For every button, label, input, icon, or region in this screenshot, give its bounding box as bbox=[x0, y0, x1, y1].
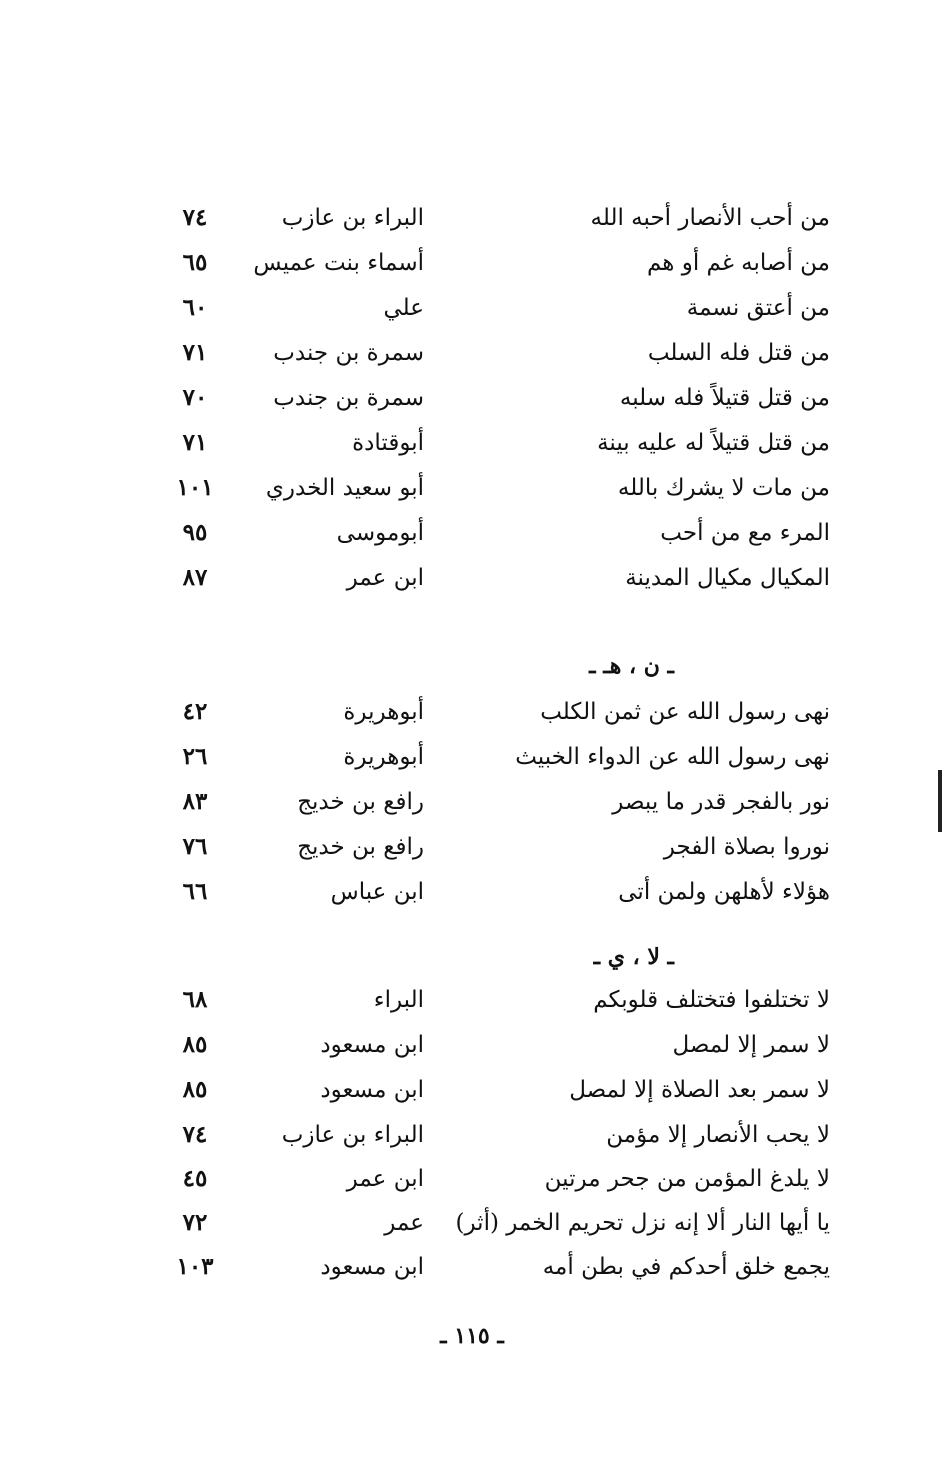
hadith-text: لا سمر بعد الصلاة إلا لمصل bbox=[569, 1077, 830, 1103]
hadith-text: نهى رسول الله عن ثمن الكلب bbox=[540, 699, 830, 725]
page-reference: ٢٦ bbox=[182, 743, 208, 770]
index-row bbox=[0, 286, 944, 330]
index-row bbox=[0, 1245, 944, 1289]
index-row bbox=[0, 825, 944, 869]
index-row bbox=[0, 376, 944, 420]
narrator-name: سمرة بن جندب bbox=[273, 340, 424, 366]
hadith-text: من قتل قتيلاً فله سلبه bbox=[619, 385, 830, 411]
index-row bbox=[0, 1113, 944, 1157]
page-reference: ٧٦ bbox=[182, 833, 208, 860]
narrator-name: البراء بن عازب bbox=[281, 205, 424, 231]
hadith-text: من أعتق نسمة bbox=[686, 295, 830, 321]
page-number: ـ ١١٥ ـ bbox=[440, 1323, 504, 1349]
page-reference: ٦٥ bbox=[182, 249, 208, 276]
narrator-name: ابن مسعود bbox=[320, 1032, 424, 1058]
narrator-name: ابن مسعود bbox=[320, 1077, 424, 1103]
narrator-name: ابن عمر bbox=[346, 1166, 424, 1192]
page-reference: ٧١ bbox=[182, 339, 208, 366]
index-row bbox=[0, 196, 944, 240]
index-row bbox=[0, 1157, 944, 1201]
page-reference: ٨٧ bbox=[182, 564, 208, 591]
hadith-text: يا أيها النار ألا إنه نزل تحريم الخمر (أثر) bbox=[455, 1210, 830, 1236]
index-row bbox=[0, 978, 944, 1022]
hadith-text: لا يلدغ المؤمن من جحر مرتين bbox=[544, 1166, 830, 1192]
narrator-name: البراء bbox=[373, 987, 424, 1013]
page-reference: ٤٢ bbox=[182, 698, 208, 725]
index-row bbox=[0, 556, 944, 600]
page-reference: ٩٥ bbox=[182, 519, 208, 546]
hadith-text: هؤلاء لأهلهن ولمن أتى bbox=[618, 879, 830, 905]
hadith-text: من أصابه غم أو هم bbox=[646, 250, 830, 276]
index-row bbox=[0, 511, 944, 555]
narrator-name: ابن مسعود bbox=[320, 1254, 424, 1280]
narrator-name: أبوهريرة bbox=[343, 699, 424, 725]
narrator-name: أبوهريرة bbox=[343, 744, 424, 770]
hadith-text: لا سمر إلا لمصل bbox=[672, 1032, 830, 1058]
page-reference: ٧٠ bbox=[182, 384, 208, 411]
hadith-text: من قتل فله السلب bbox=[647, 340, 830, 366]
page-reference: ٧٤ bbox=[182, 1121, 208, 1148]
page-reference: ٦٨ bbox=[182, 986, 208, 1013]
narrator-name: سمرة بن جندب bbox=[273, 385, 424, 411]
page-reference: ٧١ bbox=[182, 429, 208, 456]
index-row bbox=[0, 735, 944, 779]
hadith-text: لا يحب الأنصار إلا مؤمن bbox=[606, 1122, 830, 1148]
narrator-name: رافع بن خديج bbox=[297, 789, 424, 815]
index-row bbox=[0, 690, 944, 734]
index-row bbox=[0, 1201, 944, 1245]
section-heading: ـ لا ، ي ـ bbox=[593, 944, 674, 970]
page-reference: ١٠٣ bbox=[176, 1253, 214, 1280]
narrator-name: علي bbox=[383, 295, 424, 321]
index-row bbox=[0, 1068, 944, 1112]
narrator-name: أبوموسى bbox=[336, 520, 424, 546]
hadith-text: من قتل قتيلاً له عليه بينة bbox=[597, 430, 830, 456]
hadith-text: من أحب الأنصار أحبه الله bbox=[590, 205, 830, 231]
page-reference: ٨٣ bbox=[182, 788, 208, 815]
narrator-name: البراء بن عازب bbox=[281, 1122, 424, 1148]
index-row bbox=[0, 466, 944, 510]
hadith-text: لا تختلفوا فتختلف قلوبكم bbox=[593, 987, 830, 1013]
narrator-name: ابن عمر bbox=[346, 565, 424, 591]
hadith-text: من مات لا يشرك بالله bbox=[617, 475, 830, 501]
narrator-name: عمر bbox=[384, 1210, 424, 1236]
hadith-text: المرء مع من أحب bbox=[660, 520, 830, 546]
page-reference: ٧٢ bbox=[182, 1209, 208, 1236]
narrator-name: ابن عباس bbox=[330, 879, 424, 905]
page-reference: ٦٠ bbox=[182, 294, 208, 321]
hadith-text: نوروا بصلاة الفجر bbox=[663, 834, 830, 860]
index-row bbox=[0, 1023, 944, 1067]
narrator-name: أسماء بنت عميس bbox=[253, 250, 424, 276]
page-reference: ١٠١ bbox=[176, 474, 214, 501]
index-row bbox=[0, 421, 944, 465]
hadith-text: نور بالفجر قدر ما يبصر bbox=[612, 789, 830, 815]
scan-edge-mark bbox=[938, 770, 942, 832]
index-row bbox=[0, 780, 944, 824]
section-heading: ـ ن ، هـ ـ bbox=[589, 653, 674, 679]
index-row bbox=[0, 870, 944, 914]
hadith-text: يجمع خلق أحدكم في بطن أمه bbox=[542, 1254, 830, 1280]
narrator-name: أبوقتادة bbox=[352, 430, 424, 456]
page-reference: ٦٦ bbox=[182, 878, 208, 905]
hadith-text: المكيال مكيال المدينة bbox=[625, 565, 830, 591]
narrator-name: أبو سعيد الخدري bbox=[265, 475, 424, 501]
hadith-text: نهى رسول الله عن الدواء الخبيث bbox=[515, 744, 830, 770]
page-reference: ٨٥ bbox=[182, 1031, 208, 1058]
page-reference: ٤٥ bbox=[182, 1165, 208, 1192]
page-reference: ٨٥ bbox=[182, 1076, 208, 1103]
page-reference: ٧٤ bbox=[182, 204, 208, 231]
index-row bbox=[0, 331, 944, 375]
narrator-name: رافع بن خديج bbox=[297, 834, 424, 860]
index-row bbox=[0, 241, 944, 285]
